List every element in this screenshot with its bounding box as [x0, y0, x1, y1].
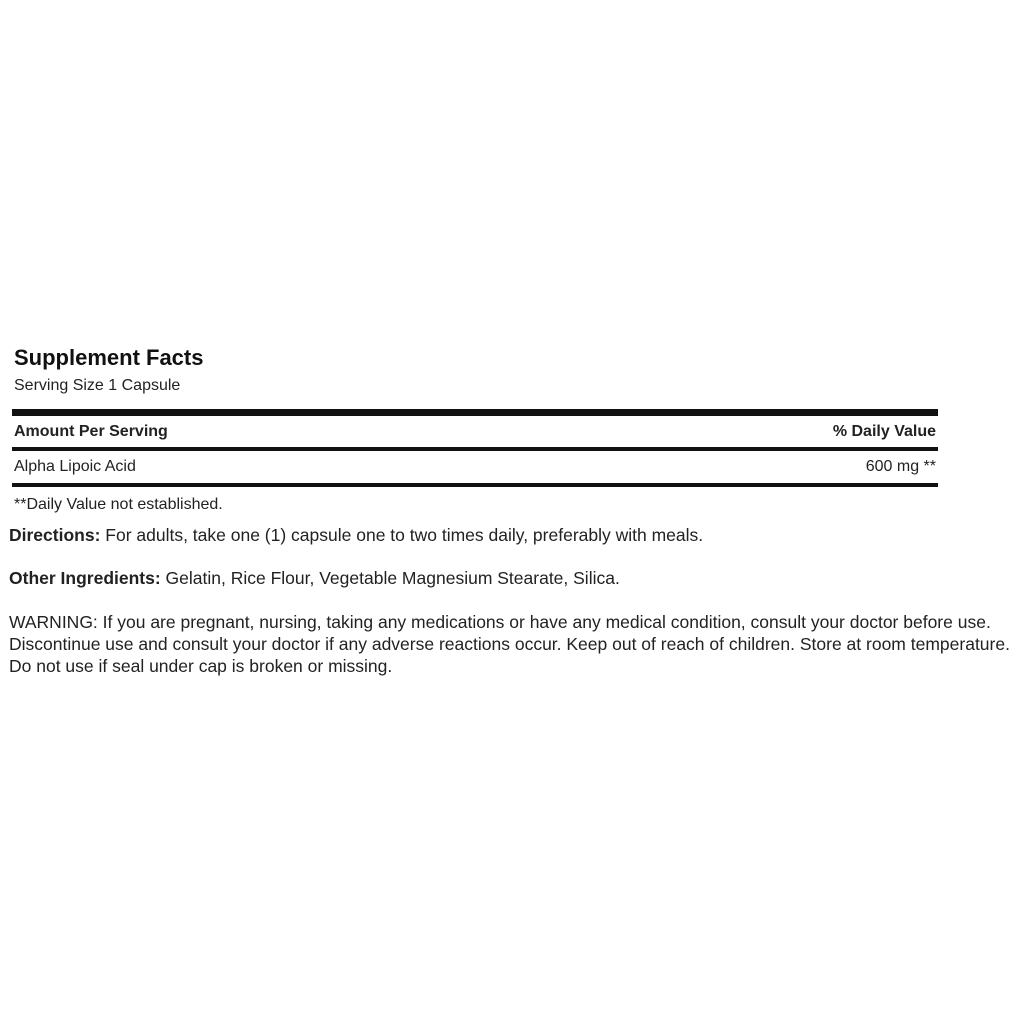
- serving-size: Serving Size 1 Capsule: [14, 377, 181, 394]
- nutrient-amount: 600 mg **: [865, 458, 936, 475]
- nutrient-row: [12, 451, 938, 483]
- bottom-divider: [12, 483, 938, 487]
- supplement-facts-title: Supplement Facts: [14, 345, 204, 370]
- thick-divider: [12, 409, 938, 416]
- directions-text: For adults, take one (1) capsule one to two times daily, preferably with meals.: [100, 525, 704, 545]
- other-ingredients-label: Other Ingredients:: [9, 568, 161, 588]
- other-ingredients-text: Gelatin, Rice Flour, Vegetable Magnesium Stearate, Silica.: [160, 568, 620, 588]
- facts-header-row: [12, 416, 938, 447]
- daily-value-label: % Daily Value: [832, 422, 936, 440]
- directions-paragraph: [9, 524, 1021, 546]
- nutrient-name: Alpha Lipoic Acid: [14, 458, 136, 475]
- other-ingredients-paragraph: [9, 567, 1021, 589]
- supplement-facts-panel: [12, 344, 938, 515]
- daily-value-footnote: **Daily Value not established.: [14, 496, 223, 513]
- amount-per-serving-label: Amount Per Serving: [14, 422, 168, 440]
- directions-label: Directions:: [9, 525, 101, 545]
- warning-paragraph: WARNING: If you are pregnant, nursing, taking any medications or have any medical condition, consult your doctor before use. Discontinue use and consult your doctor if any adverse reactions occur. Keep out of reach of children. Store at room temperature. Do not use if seal under cap is broken or missing.: [9, 612, 1010, 676]
